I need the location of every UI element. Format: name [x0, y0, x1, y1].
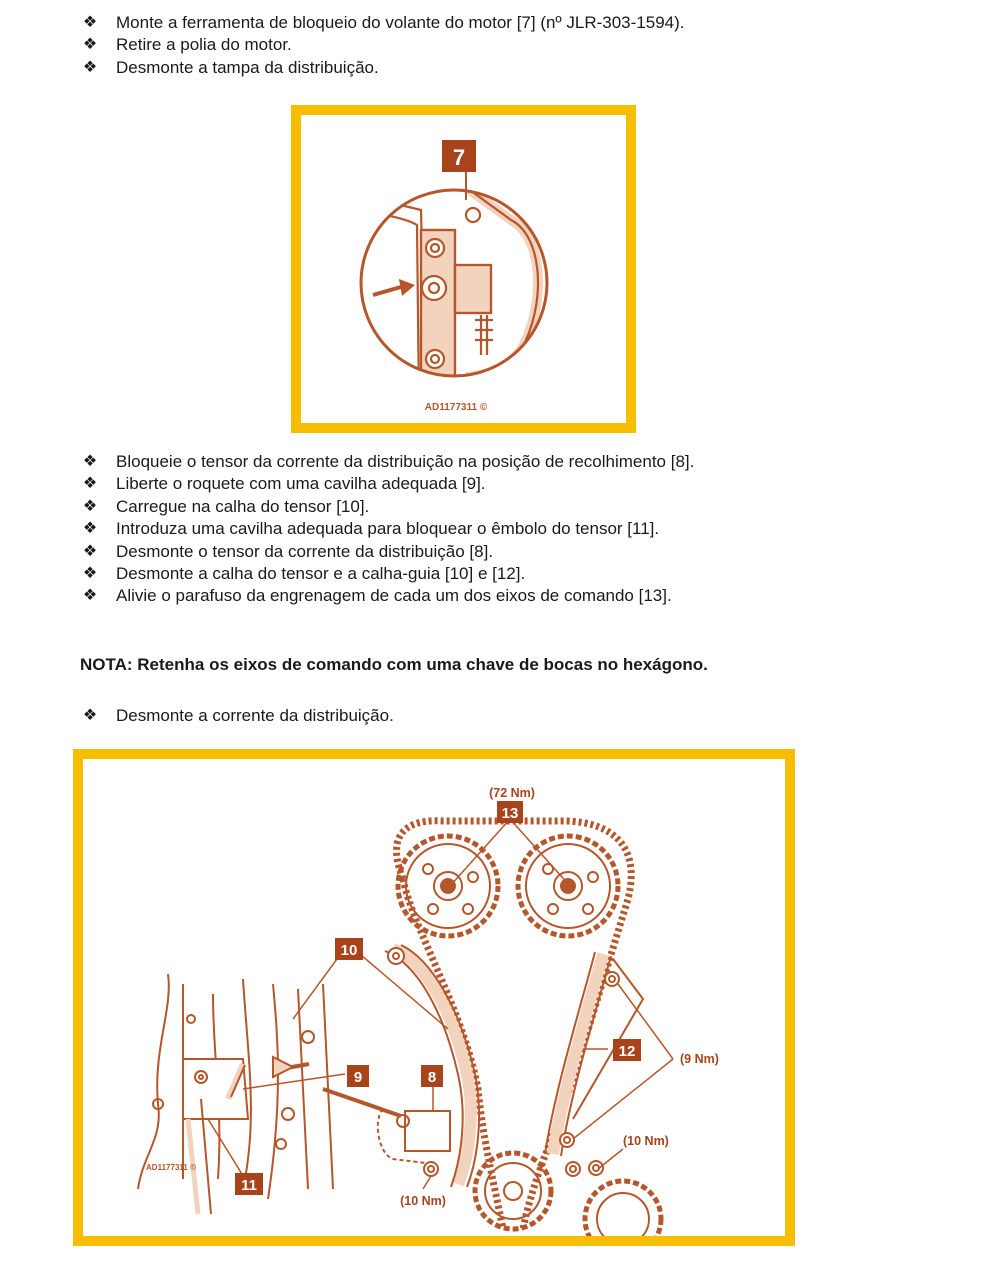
bullet-icon: ❖: [82, 587, 98, 605]
torque-label-10-bottom: (10 Nm): [400, 1194, 446, 1208]
figure-code: AD1177311 ©: [146, 1163, 196, 1172]
bullet-icon: ❖: [82, 707, 98, 724]
callout-label-8: 8: [427, 1069, 437, 1086]
bullet-icon: ❖: [82, 453, 98, 470]
list-item: ❖ Desmonte o tensor da corrente da distribuição [8].: [80, 541, 694, 563]
callout-label-7: 7: [452, 145, 466, 170]
steps-list-c: [80, 705, 394, 727]
list-item: ❖ Carregue na calha do tensor [10].: [80, 496, 694, 518]
list-item: ❖ Retire a polia do motor.: [80, 34, 685, 56]
bullet-icon: ❖: [82, 475, 98, 493]
torque-label-9: (9 Nm): [680, 1052, 719, 1066]
list-item: ❖ Alivie o parafuso da engrenagem de cada um dos eixos de comando [13].: [80, 585, 694, 607]
figure-code: AD1177311 ©: [424, 402, 488, 413]
callout-label-13: 13: [501, 805, 519, 822]
arrow-icon: [373, 287, 401, 295]
list-item: ❖ Desmonte a tampa da distribuição.: [80, 57, 685, 79]
callout-label-11: 11: [241, 1177, 257, 1194]
steps-list-b: [80, 451, 694, 608]
list-item: ❖ Bloqueie o tensor da corrente da distribuição na posição de recolhimento [8].: [80, 451, 694, 473]
note-text: NOTA: Retenha os eixos de comando com uma chave de bocas no hexágono.: [80, 655, 708, 674]
list-item: ❖ Desmonte a calha do tensor e a calha-guia [10] e [12].: [80, 563, 694, 585]
bullet-icon: ❖: [82, 564, 98, 582]
bullet-icon: ❖: [82, 36, 98, 54]
torque-label-10-right: (10 Nm): [623, 1134, 669, 1148]
bullet-icon: ❖: [82, 542, 98, 560]
steps-list-a: [80, 12, 685, 79]
figure-timing-chain: [73, 749, 795, 1246]
list-item: ❖ Introduza uma cavilha adequada para bloquear o êmbolo do tensor [11].: [80, 518, 694, 540]
callout-label-9: 9: [353, 1069, 363, 1086]
callout-label-10: 10: [340, 942, 358, 959]
bullet-icon: ❖: [82, 58, 98, 76]
list-item: ❖ Desmonte a corrente da distribuição.: [80, 705, 394, 727]
bullet-icon: ❖: [82, 520, 98, 538]
timing-chain-illustration: [83, 759, 785, 1236]
list-item: ❖ Monte a ferramenta de bloqueio do volante do motor [7] (nº JLR-303-1594).: [80, 12, 685, 34]
figure-flywheel-locking-tool: [291, 105, 636, 433]
list-item: ❖ Liberte o roquete com uma cavilha adequada [9].: [80, 473, 694, 495]
bullet-icon: ❖: [82, 14, 98, 31]
torque-label-72: (72 Nm): [489, 786, 535, 800]
flywheel-tool-illustration: [301, 115, 626, 423]
bullet-icon: ❖: [82, 497, 98, 515]
callout-label-12: 12: [618, 1043, 636, 1060]
